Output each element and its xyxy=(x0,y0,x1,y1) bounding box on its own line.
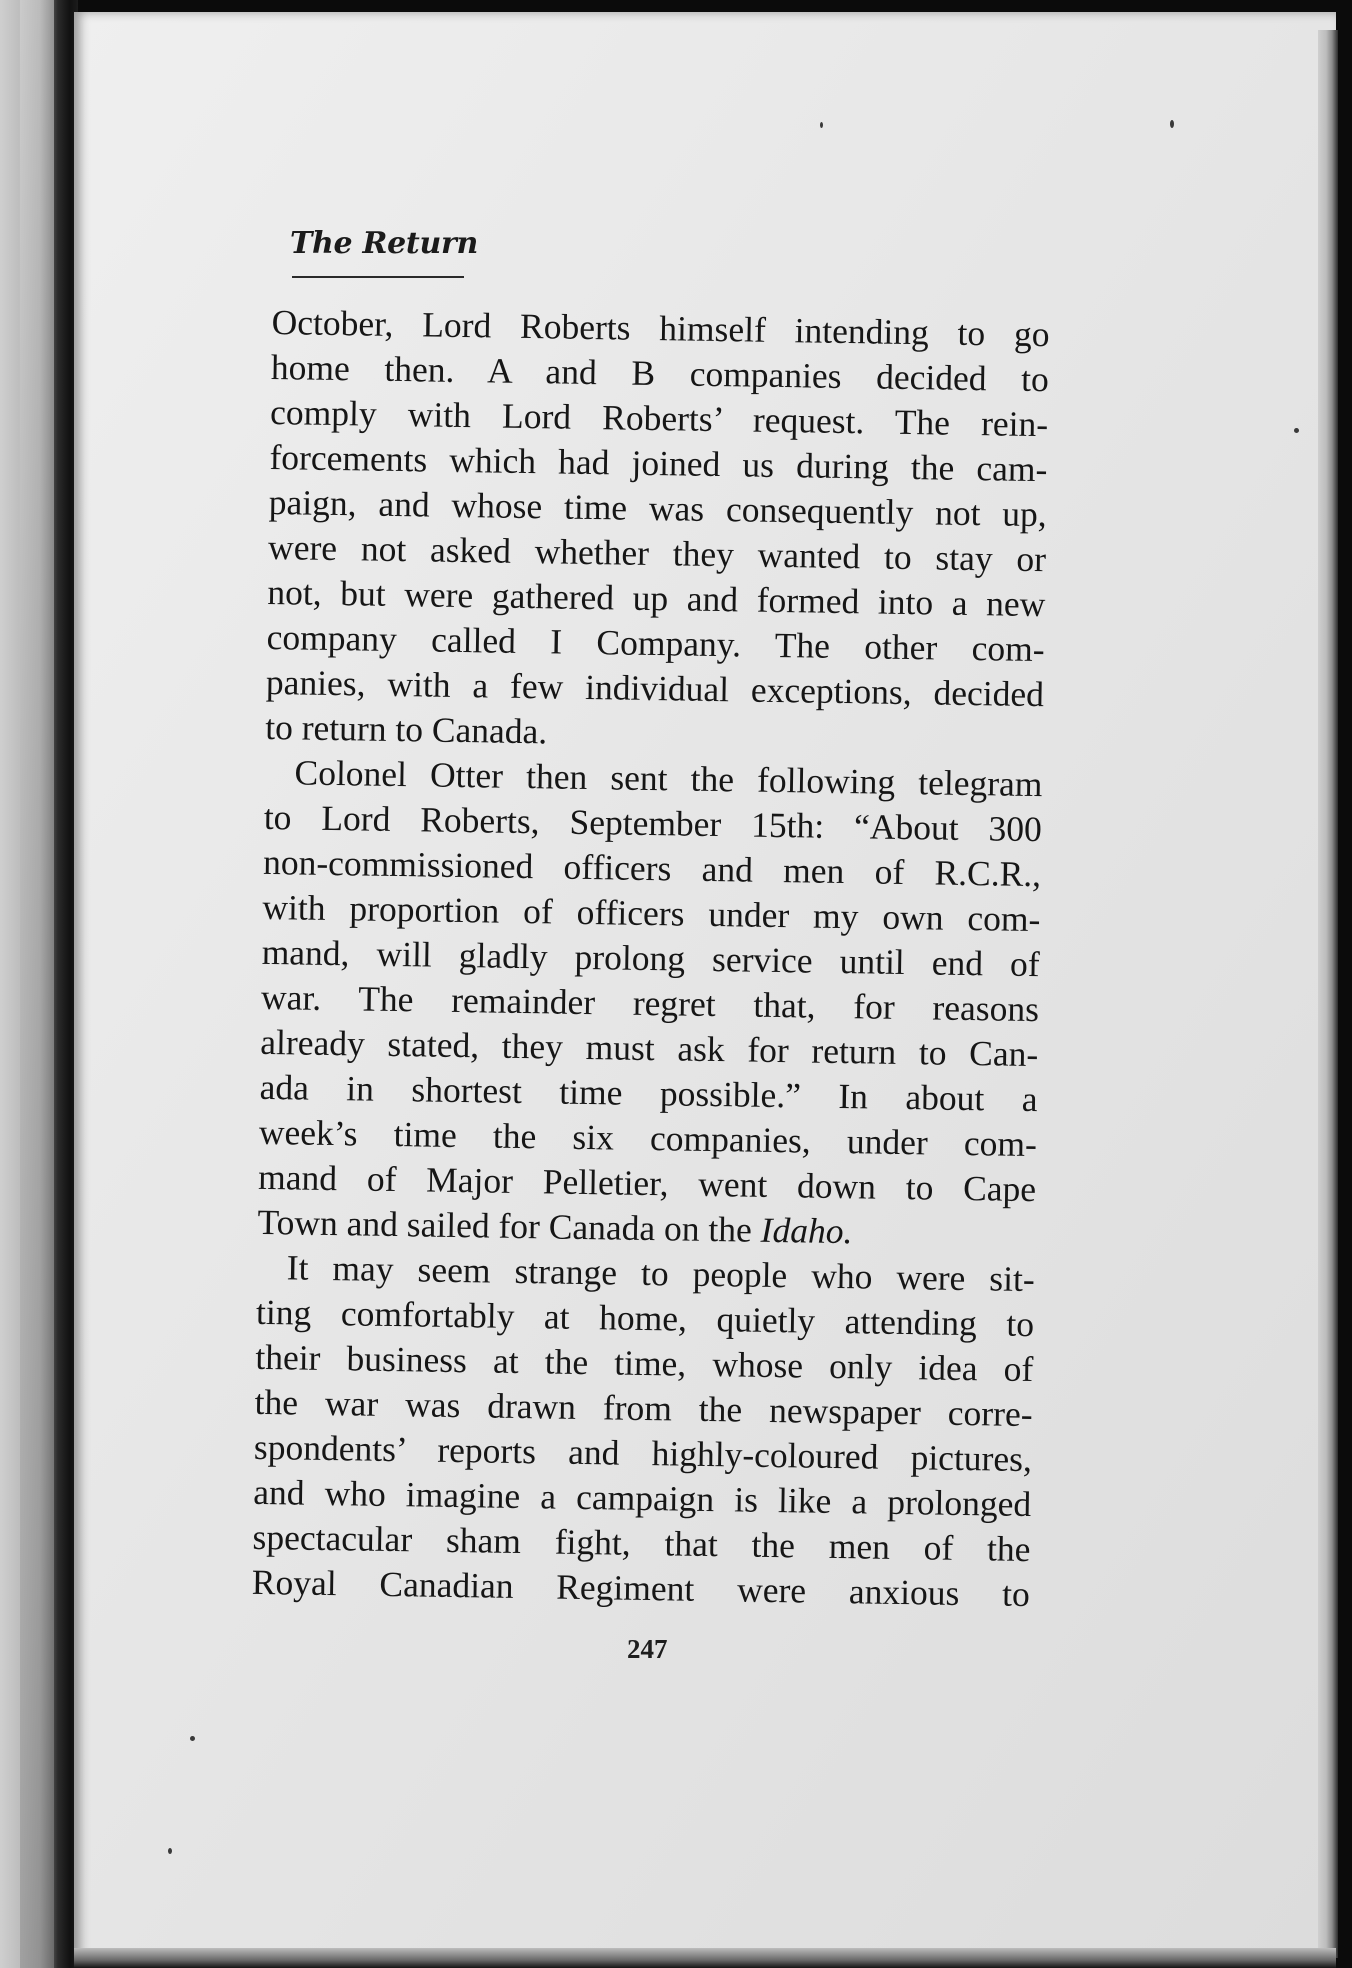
dust-speck xyxy=(1170,120,1174,128)
text-line: It may seem strange to people who were sit- xyxy=(286,1247,1036,1300)
text-line: spectacular sham fight, that the men of the xyxy=(252,1516,1031,1570)
text-line: already stated, they must ask for return to Can- xyxy=(260,1021,1039,1075)
text-line-start: Town and sailed for Canada on the xyxy=(257,1201,753,1250)
paragraph-3 xyxy=(252,1245,1036,1617)
running-head-rule xyxy=(292,276,464,278)
paragraph-2 xyxy=(257,750,1043,1257)
text-line: Colonel Otter then sent the following telegram xyxy=(294,752,1043,805)
text-line: to return to Canada. xyxy=(264,706,548,752)
text-line: week’s time the six companies, under com- xyxy=(258,1111,1038,1165)
text-line: comply with Lord Roberts’ request. The rein- xyxy=(269,391,1049,445)
running-head: The Return xyxy=(290,226,478,261)
text-line: with proportion of officers under my own com- xyxy=(262,886,1041,940)
page-bottom-edge xyxy=(74,1948,1336,1968)
dust-speck xyxy=(820,122,823,128)
text-line: the war was drawn from the newspaper corre- xyxy=(254,1381,1033,1435)
text-line: to Lord Roberts, September 15th: “About 300 xyxy=(263,796,1043,850)
text-line: forcements which had joined us during the cam- xyxy=(269,436,1048,490)
text-line: war. The remainder regret that, for reasons xyxy=(260,976,1040,1030)
text-line: mand, will gladly prolong service until end of xyxy=(261,931,1040,985)
text-line: Royal Canadian Regiment were anxious to xyxy=(251,1561,1031,1615)
text-line: October, Lord Roberts himself intending to go xyxy=(271,301,1050,355)
page-stack-edge xyxy=(1318,30,1338,1958)
page-number: 247 xyxy=(627,1634,668,1664)
text-line: were not asked whether they wanted to stay or xyxy=(267,526,1047,580)
text-line: company called I Company. The other com- xyxy=(266,616,1045,670)
text-line: mand of Major Pelletier, went down to Cape xyxy=(257,1156,1037,1210)
text-line: non-commissioned officers and men of R.C.R., xyxy=(262,841,1042,895)
ship-name: Idaho. xyxy=(760,1209,853,1252)
text-line: not, but were gathered up and formed into a new xyxy=(267,571,1046,625)
text-line: and who imagine a campaign is like a prolonged xyxy=(252,1471,1032,1525)
text-line: their business at the time, whose only idea of xyxy=(255,1336,1034,1390)
text-line: ada in shortest time possible.” In about a xyxy=(259,1066,1038,1120)
text-line: ting comfortably at home, quietly attending to xyxy=(255,1291,1035,1345)
dust-speck xyxy=(190,1736,195,1741)
text-line: spondents’ reports and highly-coloured pictures, xyxy=(253,1426,1033,1480)
paragraph-1 xyxy=(265,300,1050,762)
dust-speck xyxy=(1294,428,1299,433)
body-text xyxy=(252,300,1050,1617)
facing-page-edge xyxy=(20,0,54,1968)
text-line: panies, with a few individual exceptions, decided xyxy=(265,661,1045,715)
text-line: home then. A and B companies decided to xyxy=(270,346,1050,400)
dust-speck xyxy=(168,1848,172,1854)
text-line: paign, and whose time was consequently not up, xyxy=(268,481,1048,535)
